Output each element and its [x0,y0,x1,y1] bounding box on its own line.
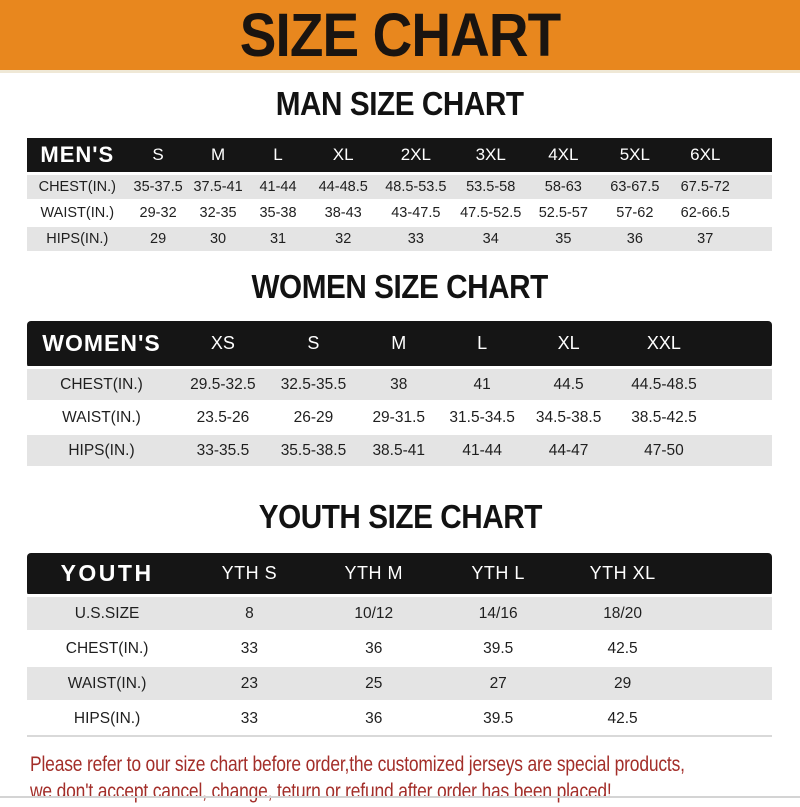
youth-size-header-l: YTH L [436,553,560,596]
footer-line-2-text: we don't accept cancel, change, teturn or refund after order has been placed! [30,780,612,803]
size-value-cell: 57-62 [599,200,671,226]
youth-header-row [27,553,772,596]
men-size-header-4xl: 4XL [528,138,600,174]
filler-cell [715,434,772,466]
filler-cell [715,401,772,434]
size-value-cell: 39.5 [436,701,560,736]
men-header-filler [740,138,772,174]
size-value-cell: 63-67.5 [599,174,671,201]
size-value-cell: 32-35 [189,200,248,226]
men-group-header: MEN'S [27,138,128,174]
men-waist-row [27,200,772,226]
youth-hips-row [27,701,772,736]
size-value-cell: 33-35.5 [176,434,270,466]
size-value-cell: 29 [128,226,189,251]
men-section-title-text: MAN SIZE CHART [276,85,524,122]
row-label: CHEST(IN.) [27,174,128,201]
footer-line-2 [30,778,800,805]
size-value-cell: 67.5-72 [671,174,740,201]
youth-size-table [27,553,772,737]
women-header-filler [715,321,772,368]
men-header-row [27,138,772,174]
women-group-header: WOMEN'S [27,321,176,368]
women-header-row [27,321,772,368]
size-value-cell: 35-38 [247,200,308,226]
women-chest-row [27,368,772,402]
size-value-cell: 33 [187,701,311,736]
size-value-cell: 18/20 [560,596,684,632]
size-value-cell: 33 [187,631,311,666]
row-label: CHEST(IN.) [27,368,176,402]
row-label: WAIST(IN.) [27,200,128,226]
row-label: HIPS(IN.) [27,226,128,251]
size-value-cell: 38.5-41 [357,434,440,466]
men-size-header-6xl: 6XL [671,138,740,174]
youth-section-title [0,498,800,536]
men-chest-row [27,174,772,201]
filler-cell [685,596,772,632]
youth-size-header-s: YTH S [187,553,311,596]
size-value-cell: 44-47 [524,434,613,466]
size-value-cell: 39.5 [436,631,560,666]
women-section-title-text: WOMEN SIZE CHART [251,268,549,305]
size-value-cell: 34 [454,226,528,251]
youth-ussize-row [27,596,772,632]
women-section-title [0,268,800,306]
size-value-cell: 41 [440,368,523,402]
men-size-header-xl: XL [309,138,378,174]
size-value-cell: 36 [312,631,436,666]
size-value-cell: 41-44 [247,174,308,201]
size-value-cell: 52.5-57 [528,200,600,226]
size-value-cell: 32.5-35.5 [270,368,357,402]
size-value-cell: 36 [599,226,671,251]
filler-cell [740,174,772,201]
women-size-header-xl: XL [524,321,613,368]
filler-cell [685,631,772,666]
size-value-cell: 35.5-38.5 [270,434,357,466]
men-size-header-m: M [189,138,248,174]
men-section-title [0,85,800,123]
size-value-cell: 37 [671,226,740,251]
size-value-cell: 47-50 [613,434,714,466]
youth-chest-row [27,631,772,666]
women-size-header-xxl: XXL [613,321,714,368]
size-value-cell: 25 [312,666,436,701]
row-label: HIPS(IN.) [27,701,187,736]
size-value-cell: 31.5-34.5 [440,401,523,434]
row-label: U.S.SIZE [27,596,187,632]
filler-cell [715,368,772,402]
women-size-header-xs: XS [176,321,270,368]
youth-header-filler [685,553,772,596]
size-value-cell: 31 [247,226,308,251]
size-value-cell: 26-29 [270,401,357,434]
size-value-cell: 34.5-38.5 [524,401,613,434]
size-value-cell: 44.5-48.5 [613,368,714,402]
filler-cell [685,701,772,736]
size-value-cell: 48.5-53.5 [378,174,454,201]
size-value-cell: 35 [528,226,600,251]
youth-size-header-xl: YTH XL [560,553,684,596]
men-size-header-l: L [247,138,308,174]
size-value-cell: 23.5-26 [176,401,270,434]
size-value-cell: 58-63 [528,174,600,201]
banner-title: SIZE CHART [239,0,561,69]
size-value-cell: 23 [187,666,311,701]
size-value-cell: 62-66.5 [671,200,740,226]
size-value-cell: 41-44 [440,434,523,466]
size-value-cell: 29-32 [128,200,189,226]
row-label: WAIST(IN.) [27,666,187,701]
size-value-cell: 32 [309,226,378,251]
women-size-header-l: L [440,321,523,368]
youth-section-title-text: YOUTH SIZE CHART [258,498,542,535]
size-value-cell: 29 [560,666,684,701]
women-hips-row [27,434,772,466]
youth-group-header: YOUTH [27,553,187,596]
women-size-table [27,321,772,466]
men-hips-row [27,226,772,251]
size-value-cell: 8 [187,596,311,632]
size-value-cell: 36 [312,701,436,736]
size-value-cell: 38-43 [309,200,378,226]
filler-cell [740,226,772,251]
men-size-table [27,138,772,251]
filler-cell [685,666,772,701]
size-value-cell: 38 [357,368,440,402]
youth-size-header-m: YTH M [312,553,436,596]
size-value-cell: 38.5-42.5 [613,401,714,434]
size-value-cell: 47.5-52.5 [454,200,528,226]
size-value-cell: 29.5-32.5 [176,368,270,402]
filler-cell [740,200,772,226]
men-size-header-s: S [128,138,189,174]
women-size-header-s: S [270,321,357,368]
footer-line-1 [30,751,800,778]
footer-line-1-text: Please refer to our size chart before order,the customized jerseys are special products, [30,753,685,776]
size-value-cell: 33 [378,226,454,251]
size-value-cell: 14/16 [436,596,560,632]
men-size-header-2xl: 2XL [378,138,454,174]
size-value-cell: 10/12 [312,596,436,632]
bottom-divider [0,796,800,798]
banner [0,0,800,73]
size-value-cell: 44-48.5 [309,174,378,201]
size-value-cell: 29-31.5 [357,401,440,434]
men-size-header-5xl: 5XL [599,138,671,174]
size-value-cell: 44.5 [524,368,613,402]
women-size-header-m: M [357,321,440,368]
size-value-cell: 27 [436,666,560,701]
youth-waist-row [27,666,772,701]
row-label: HIPS(IN.) [27,434,176,466]
size-value-cell: 37.5-41 [189,174,248,201]
row-label: WAIST(IN.) [27,401,176,434]
size-value-cell: 30 [189,226,248,251]
size-value-cell: 35-37.5 [128,174,189,201]
size-value-cell: 42.5 [560,701,684,736]
size-value-cell: 53.5-58 [454,174,528,201]
size-value-cell: 43-47.5 [378,200,454,226]
size-value-cell: 42.5 [560,631,684,666]
women-waist-row [27,401,772,434]
men-size-header-3xl: 3XL [454,138,528,174]
row-label: CHEST(IN.) [27,631,187,666]
